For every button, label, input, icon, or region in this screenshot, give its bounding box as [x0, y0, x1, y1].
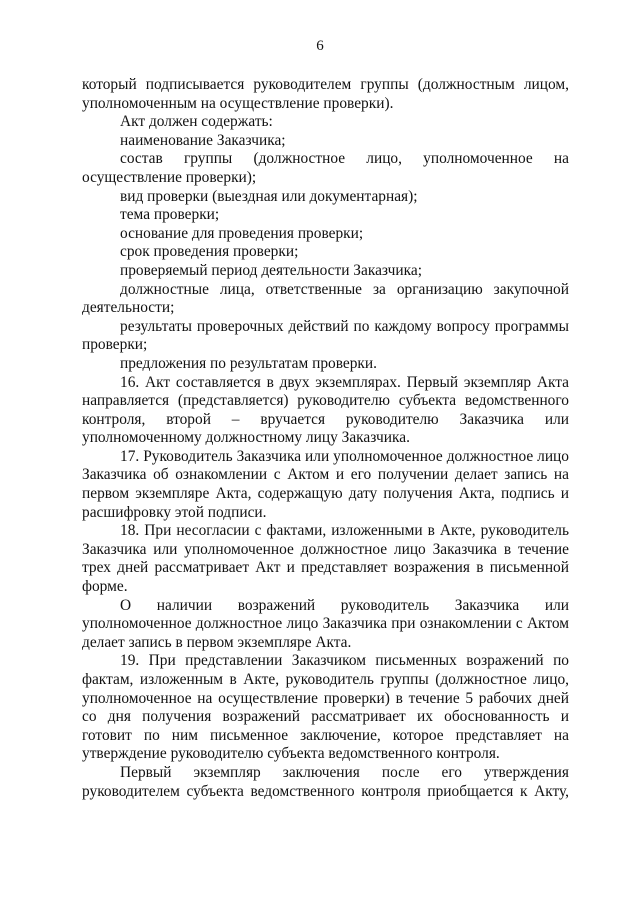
list-item-inspection-type: вид проверки (выездная или документарная);: [120, 187, 418, 205]
list-item-group-composition: состав группы (должностное лицо, уполномоченное на осуществление проверки);: [82, 150, 569, 186]
list-item-inspection-topic: тема проверки;: [120, 206, 220, 224]
paragraph-item-16: 16. Акт составляется в двух экземплярах. Первый экземпляр Акта направляется (представляется) руководителю субъекта ведомственного контроля, второй – вручается руководителю Заказчика или уполномоченному должностному лицу Заказчика.: [82, 373, 569, 447]
list-item-inspection-basis: основание для проведения проверки;: [120, 224, 364, 242]
paragraph-item-17: 17. Руководитель Заказчика или уполномоченное должностное лицо Заказчика об ознакомлении с Актом и его получении делает запись на первом экземпляре Акта, содержащую дату получения Акта, подпись и расшифровку этой подписи.: [82, 447, 569, 521]
list-item-inspection-term: срок проведения проверки;: [120, 243, 299, 261]
paragraph-item-18: 18. При несогласии с фактами, изложенными в Акте, руководитель Заказчика или уполномоченное должностное лицо Заказчика в течение трех дней рассматривает Акт и представляет возражения в письменной форме.: [82, 522, 569, 596]
list-item-customer-name: наименование Заказчика;: [120, 131, 286, 149]
paragraph-conclusion: Первый экземпляр заключения после его утверждения руководителем субъекта ведомственного контроля приобщается к Акту,: [82, 763, 569, 800]
document-body: [82, 76, 569, 801]
page-number: 6: [316, 38, 324, 54]
paragraph-continuation: который подписывается руководителем группы (должностным лицом, уполномоченным на осуществление проверки).: [82, 76, 569, 112]
list-item-proposals: предложения по результатам проверки.: [120, 354, 377, 372]
paragraph-objections: О наличии возражений руководитель Заказчика или уполномоченное должностное лицо Заказчика при ознакомлении с Актом делает запись в первом экземпляре Акта.: [82, 596, 569, 651]
list-item-responsible-officials: должностные лица, ответственные за организацию закупочной деятельности;: [82, 280, 569, 317]
paragraph-item-19: 19. При представлении Заказчиком письменных возражений по фактам, изложенным в Акте, руководитель группы (должностное лицо, уполномоченное на осуществление проверки) в течение 5 рабочих дней со дня получения возражений рассматривает их обоснованность и готовит по ним письменное заключение, которое представляет на утверждение руководителю субъекта ведомственного контроля.: [82, 652, 569, 763]
list-item-inspected-period: проверяемый период деятельности Заказчика;: [120, 261, 423, 279]
paragraph-act-contents-heading: Акт должен содержать:: [120, 113, 273, 131]
list-item-verification-results: результаты проверочных действий по каждому вопросу программы проверки;: [82, 317, 569, 354]
